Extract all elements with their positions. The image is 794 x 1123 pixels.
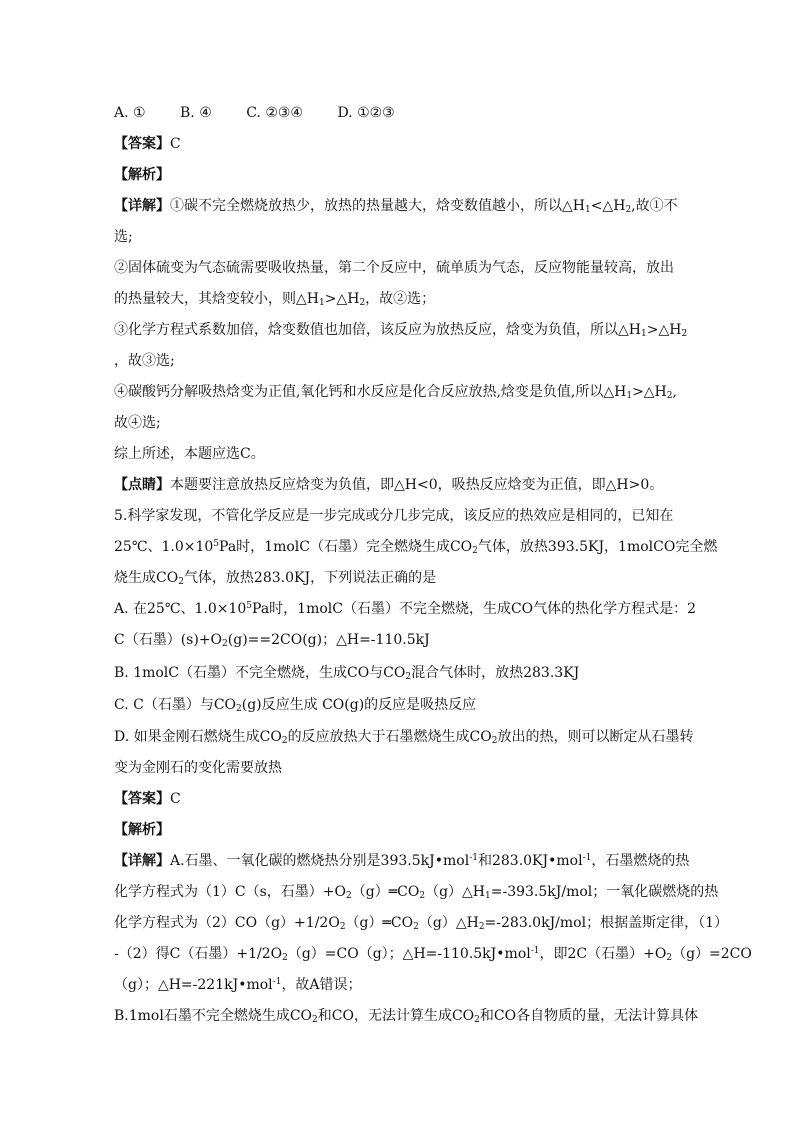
text-run: （g）△H [418,915,479,931]
subscript: 2 [472,546,478,556]
option-b: B. ④ [180,105,212,121]
detail-2-line-3 [114,912,728,934]
subscript: 1 [626,391,633,401]
text-run: 气体，放热283.0KJ，下列说法正确的是 [183,570,437,586]
superscript: -1 [582,853,592,863]
text-run: >△H [646,322,682,338]
subscript: 2 [222,639,228,649]
text-run: （g）═CO [345,915,414,931]
analysis-heading-1: 【解析】 [114,167,170,183]
option-a-line-1 [114,598,697,620]
subscript: 2 [281,736,288,746]
subscript: 1 [584,205,591,215]
analysis-heading-2: 【解析】 [114,822,170,838]
detail-1-line-1 [114,195,684,217]
subscript: 2 [681,329,688,339]
subscript: 2 [359,298,366,308]
detail-2-line-6 [114,1005,699,1027]
subscript: 2 [312,1015,318,1025]
subscript: 2 [666,391,673,401]
detail-1-line-8: 故④选; [114,415,161,431]
text-run: 放出的热，则可以断定从石墨转 [497,729,694,745]
subscript: 2 [236,704,242,714]
text-run: ,故①不 [631,198,678,214]
text-run: ①碳不完全燃烧放热少，放热的热量越大，焓变数值越小，所以△H [170,198,585,214]
answer-label: 【答案】 [114,136,170,152]
text-run: （g）=2CO [672,946,752,962]
superscript: 5 [213,539,220,549]
text-run: 的热量较大，其焓变较小，则△H [114,291,319,307]
detail-1-line-4 [114,288,684,310]
detail-1-line-2: 选; [114,229,133,245]
text-run: 和283.0KJ•mol [477,853,583,869]
superscript: -1 [530,946,540,956]
detail-label: 【详解】 [114,198,170,214]
answer-value: C [170,136,181,152]
option-c: C. ②③④ [246,105,303,121]
detail-label: 【详解】 [114,853,170,869]
subscript: 2 [478,922,485,932]
text-run: ③化学方程式系数加倍，焓变数值也加倍，该反应为放热反应，焓变为负值，所以△H [114,322,641,338]
text-run: （g）；△H=-221kJ•mol [114,977,273,993]
text-run: Pa时，1molC（石墨）完全燃烧生成CO [219,539,473,555]
subscript: 2 [474,1015,480,1025]
text-run: >△H [324,291,360,307]
text-run: , [672,384,677,400]
text-run: 化学方程式为（2）CO（g）+1/2O [114,915,340,931]
text-run: B. 1molC（石墨）不完全燃烧，生成CO与CO [114,665,406,681]
answer-label: 【答案】 [114,791,170,807]
text-run: 化学方程式为（1）C（s，石墨）+O [114,884,347,900]
detail-1-line-6: ，故③选; [114,353,175,369]
subscript: 1 [640,329,647,339]
text-run: A.石墨、一氧化碳的燃烧热分别是393.5kJ•mol [170,853,470,869]
subscript: 2 [282,953,288,963]
text-run: ，故A错误； [281,977,362,993]
answer-line-1 [114,133,684,155]
subscript: 2 [625,205,632,215]
answer-options-row [114,102,684,124]
option-d: D. ①②③ [337,105,395,121]
text-run: -（2）得C（石墨）+1/2O [114,946,283,962]
detail-1-line-7 [114,381,684,403]
text-run: Pa时，1molC（石墨）不完全燃烧，生成CO气体的热化学方程式是：2 [252,601,697,617]
text-run: 和CO，无法计算生成CO [317,1008,475,1024]
text-run: ④碳酸钙分解吸热焓变为正值,氧化钙和水反应是化合反应放热,焓变是负值,所以△H [114,384,627,400]
text-run: （g）═CO [351,884,420,900]
option-a: A. ① [114,105,146,121]
key-point-line [114,474,684,496]
superscript: 5 [246,601,253,611]
subscript: 2 [346,891,352,901]
question-5-line-1: 5.科学家发现，不管化学反应是一步完成或分几步完成，该反应的热效应是相同的，已知在 [114,508,674,524]
text-run: ，石墨燃烧的热 [591,853,690,869]
text-run: <△H [590,198,626,214]
subscript: 2 [666,953,673,963]
text-run: C（石墨）(s)+O [114,632,223,648]
answer-value: C [170,791,181,807]
option-d-line-2: 变为金刚石的变化需要放热 [114,760,282,776]
text-run: =-283.0kJ/mol；根据盖斯定律，（1） [484,915,728,931]
text-run: 烧生成CO [114,570,179,586]
text-run: 混合气体时，放热283.3KJ [411,665,580,681]
text-run: B.1mol石墨不完全燃烧生成CO [114,1008,313,1024]
text-run: A. 在25℃、1.0×10 [114,601,247,617]
option-d-line-1 [114,726,694,748]
text-run: （g）△H [425,884,486,900]
superscript: -1 [272,977,282,987]
text-run: D. 如果金刚石燃烧生成CO [114,729,282,745]
option-b-line [114,662,684,684]
text-run: 的反应放热大于石墨燃烧生成CO [287,729,492,745]
text-run: >△H [632,384,667,400]
detail-1-line-5 [114,319,688,341]
superscript: -1 [469,853,478,863]
option-a-line-2 [114,629,684,651]
subscript: 2 [491,736,498,746]
text-run: ，故②选； [365,291,436,307]
subscript: 2 [178,577,184,587]
detail-2-line-1 [114,850,690,872]
subscript: 2 [405,672,412,682]
key-point-text: 本题要注意放热反应焓变为负值，即△H<0，吸热反应焓变为正值，即△H>0。 [170,477,664,493]
detail-1-line-3: ②固体硫变为气态硫需要吸收热量，第二个反应中，硫单质为气态，反应物能量较高，放出 [114,260,674,276]
detail-2-line-2 [114,881,719,903]
text-run: (g)反应生成 CO(g)的反应是吸热反应 [241,697,477,713]
detail-2-line-5 [114,974,684,996]
answer-line-2 [114,788,684,810]
text-run: 25℃、1.0×10 [114,539,214,555]
text-run: =-393.5kJ/mol；一氧化碳燃烧的热 [490,884,719,900]
text-run: ，即2C（石墨）+O [539,946,667,962]
subscript: 1 [485,891,491,901]
subscript: 1 [318,298,325,308]
text-run: （g）=CO（g）；△H=-110.5kJ•mol [287,946,531,962]
key-point-label: 【点睛】 [114,477,170,493]
text-run: 气体，放热393.5KJ，1molCO完全燃 [477,539,718,555]
question-5-line-2 [114,536,718,558]
subscript: 2 [419,891,426,901]
option-c-line [114,694,684,716]
text-run: (g)==2CO(g)；△H=-110.5kJ [227,632,430,648]
detail-2-line-4 [114,943,752,965]
text-run: C. C（石墨）与CO [114,697,237,713]
subscript: 2 [339,922,346,932]
detail-1-line-9: 综上所述，本题应选C。 [114,446,265,462]
subscript: 2 [413,922,419,932]
question-5-line-3 [114,567,684,589]
text-run: 和CO各自物质的量，无法计算具体 [479,1008,699,1024]
